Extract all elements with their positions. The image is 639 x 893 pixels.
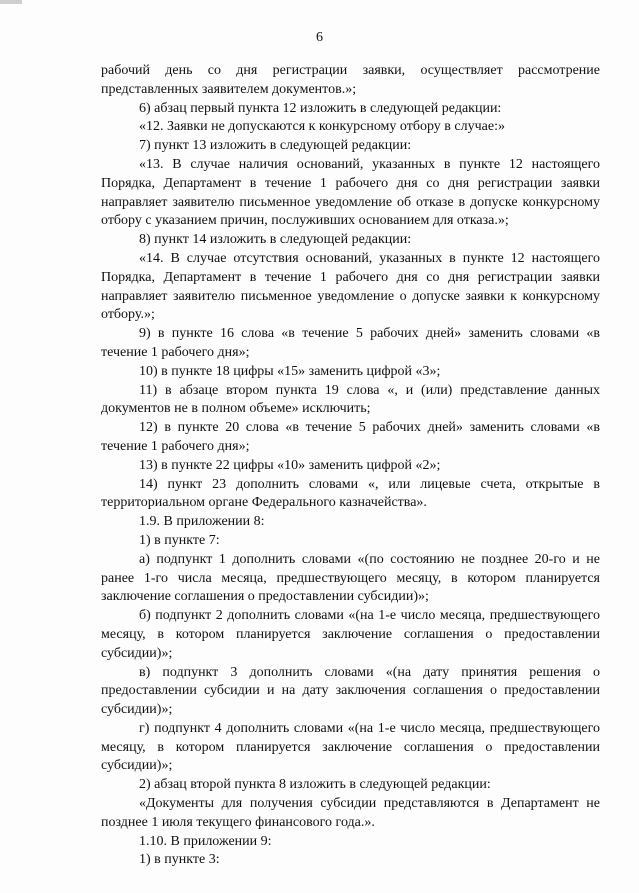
paragraph: 1.9. В приложении 8: [139, 514, 265, 530]
scan-corner-mark [0, 0, 22, 4]
paragraph: 2) абзац второй пункта 8 изложить в следующей редакции: [139, 777, 491, 793]
paragraph: «13. В случае наличия оснований, указанных в пункте 12 настоящего Порядка, Департамент в течение 1 рабочего дня со дня регистрации заявки направляет заявителю письменное уведомление об отказе в допуске конкурсному отбору с указанием причин, послуживших основанием для отказа.»; [101, 156, 600, 229]
paragraph: в) подпункт 3 дополнить словами «(на дату принятия решения о предоставлении субсидии и на дату заключения соглашения о предоставлении субсидии)»; [101, 664, 600, 718]
paragraph: 13) в пункте 22 цифры «10» заменить цифрой «2»; [139, 457, 441, 473]
paragraph: 1) в пункте 3: [139, 852, 220, 868]
paragraph: 11) в абзаце втором пункта 19 слова «, и (или) представление данных документов не в полном объеме» исключить; [101, 382, 600, 417]
paragraph: 1) в пункте 7: [139, 532, 220, 548]
paragraph: 9) в пункте 16 слова «в течение 5 рабочих дней» заменить словами «в течение 1 рабочего дня»; [101, 326, 600, 360]
paragraph: рабочий день со дня регистрации заявки, осуществляет рассмотрение представленных заявителем документов.»; [101, 63, 600, 97]
paragraph: «Документы для получения субсидии представляются в Департамент не позднее 1 июля текущего финансового года.». [101, 796, 600, 830]
paragraph: г) подпункт 4 дополнить словами «(на 1-е число месяца, предшествующего месяцу, в котором планируется заключение соглашения о предоставлении субсидии)»; [101, 720, 600, 774]
paragraph: «12. Заявки не допускаются к конкурсному отбору в случае:» [139, 119, 505, 135]
paragraph: 14) пункт 23 дополнить словами «, или лицевые счета, открытые в территориальном органе Федерального казначейства». [101, 476, 600, 511]
document-body [101, 62, 600, 870]
paragraph: 8) пункт 14 изложить в следующей редакции: [139, 232, 412, 248]
paragraph: б) подпункт 2 дополнить словами «(на 1-е число месяца, предшествующего месяцу, в котором планируется заключение соглашения о предоставлении субсидии)»; [101, 608, 600, 661]
paragraph: «14. В случае отсутствия оснований, указанных в пункте 12 настоящего Порядка, Департамент в течение 1 рабочего дня со дня регистрации заявки направляет заявителю письменное уведомление о допуске заявки к конкурсному отбору.»; [101, 250, 600, 323]
paragraph: 10) в пункте 18 цифры «15» заменить цифрой «3»; [139, 363, 441, 379]
page-number: 6 [316, 30, 323, 45]
paragraph: 1.10. В приложении 9: [139, 833, 272, 849]
paragraph: а) подпункт 1 дополнить словами «(по состоянию не позднее 20-го и не ранее 1-го числа месяца, предшествующего месяцу, в котором планируется заключение соглашения о предоставлении субсидии)»; [101, 551, 600, 605]
paragraph: 7) пункт 13 изложить в следующей редакции: [139, 138, 412, 154]
paragraph: 12) в пункте 20 слова «в течение 5 рабочих дней» заменить словами «в течение 1 рабочего дня»; [101, 420, 600, 454]
paragraph: 6) абзац первый пункта 12 изложить в следующей редакции: [139, 100, 502, 116]
